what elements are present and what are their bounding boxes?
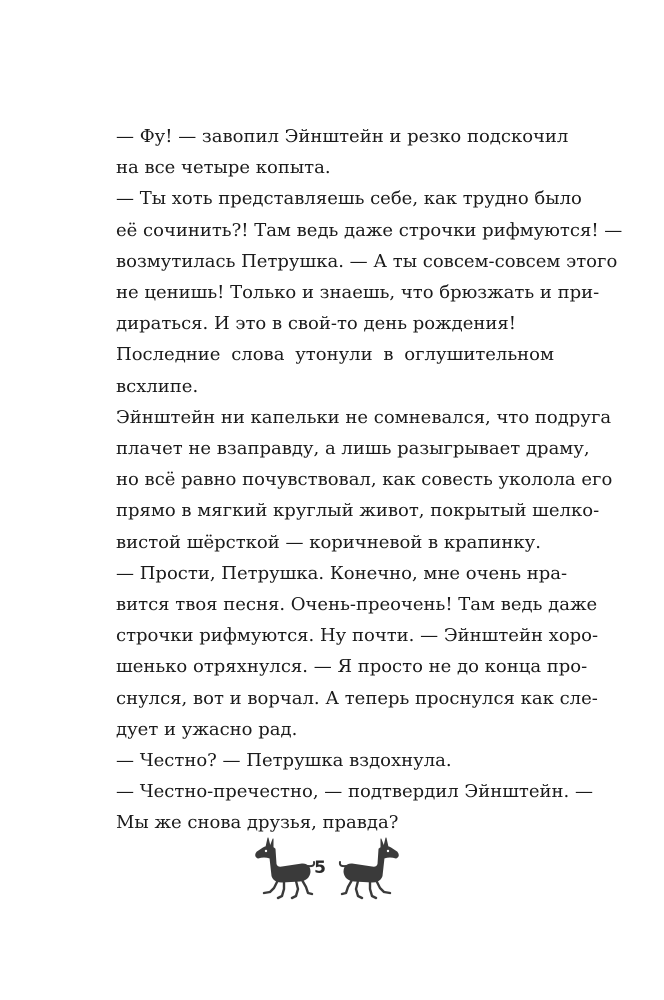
llama-icon	[336, 836, 408, 900]
book-page-text	[116, 121, 623, 839]
text-line: её сочинить?! Там ведь даже строчки рифмуются! —	[116, 219, 623, 241]
paragraph-5	[116, 558, 599, 745]
paragraph-2	[116, 183, 623, 339]
text-line: дираться. И это в свой-то день рождения!	[116, 313, 516, 335]
paragraph-6	[116, 745, 554, 776]
paragraph-7	[116, 776, 593, 838]
text-line: возмутилась Петрушка. — А ты совсем-совсем этого	[116, 250, 618, 272]
text-line: но всё равно почувствовал, как совесть уколола его	[116, 469, 613, 491]
text-line: шенько отряхнулся. — Я просто не до конца про-	[116, 656, 588, 678]
text-line: вистой шёрсткой — коричневой в крапинку.	[116, 531, 541, 553]
text-line: прямо в мягкий круглый живот, покрытый шелко-	[116, 500, 600, 522]
text-line: всхлипе.	[116, 375, 199, 397]
text-line: не ценишь! Только и знаешь, что брюзжать и при-	[116, 282, 600, 304]
text-line: плачет не взаправду, а лишь разыгрывает драму,	[116, 438, 590, 460]
text-line: Мы же снова друзья, правда?	[116, 812, 399, 834]
paragraph-1	[116, 121, 569, 183]
text-line: — Ты хоть представляешь себе, как трудно было	[116, 188, 582, 210]
text-line: дует и ужасно рад.	[116, 718, 298, 740]
text-line: Последние слова утонули в оглушительном	[116, 344, 554, 366]
page-footer	[0, 836, 664, 906]
text-line: на все четыре копыта.	[116, 157, 331, 179]
page-number: 5	[314, 858, 326, 878]
text-line: — Честно? — Петрушка вздохнула.	[116, 750, 452, 772]
text-line: вится твоя песня. Очень-преочень! Там ведь даже	[116, 594, 598, 616]
paragraph-3	[116, 339, 554, 401]
text-line: — Прости, Петрушка. Конечно, мне очень нра-	[116, 562, 568, 584]
text-line: — Честно-пречестно, — подтвердил Эйнштейн. —	[116, 781, 593, 803]
text-line: — Фу! — завопил Эйнштейн и резко подскочил	[116, 126, 569, 147]
text-line: снулся, вот и ворчал. А теперь проснулся как сле-	[116, 687, 598, 709]
text-line: Эйнштейн ни капельки не сомневался, что подруга	[116, 406, 612, 428]
paragraph-4	[116, 402, 613, 558]
llama-icon	[246, 836, 318, 900]
text-line: строчки рифмуются. Ну почти. — Эйнштейн хоро-	[116, 625, 599, 647]
